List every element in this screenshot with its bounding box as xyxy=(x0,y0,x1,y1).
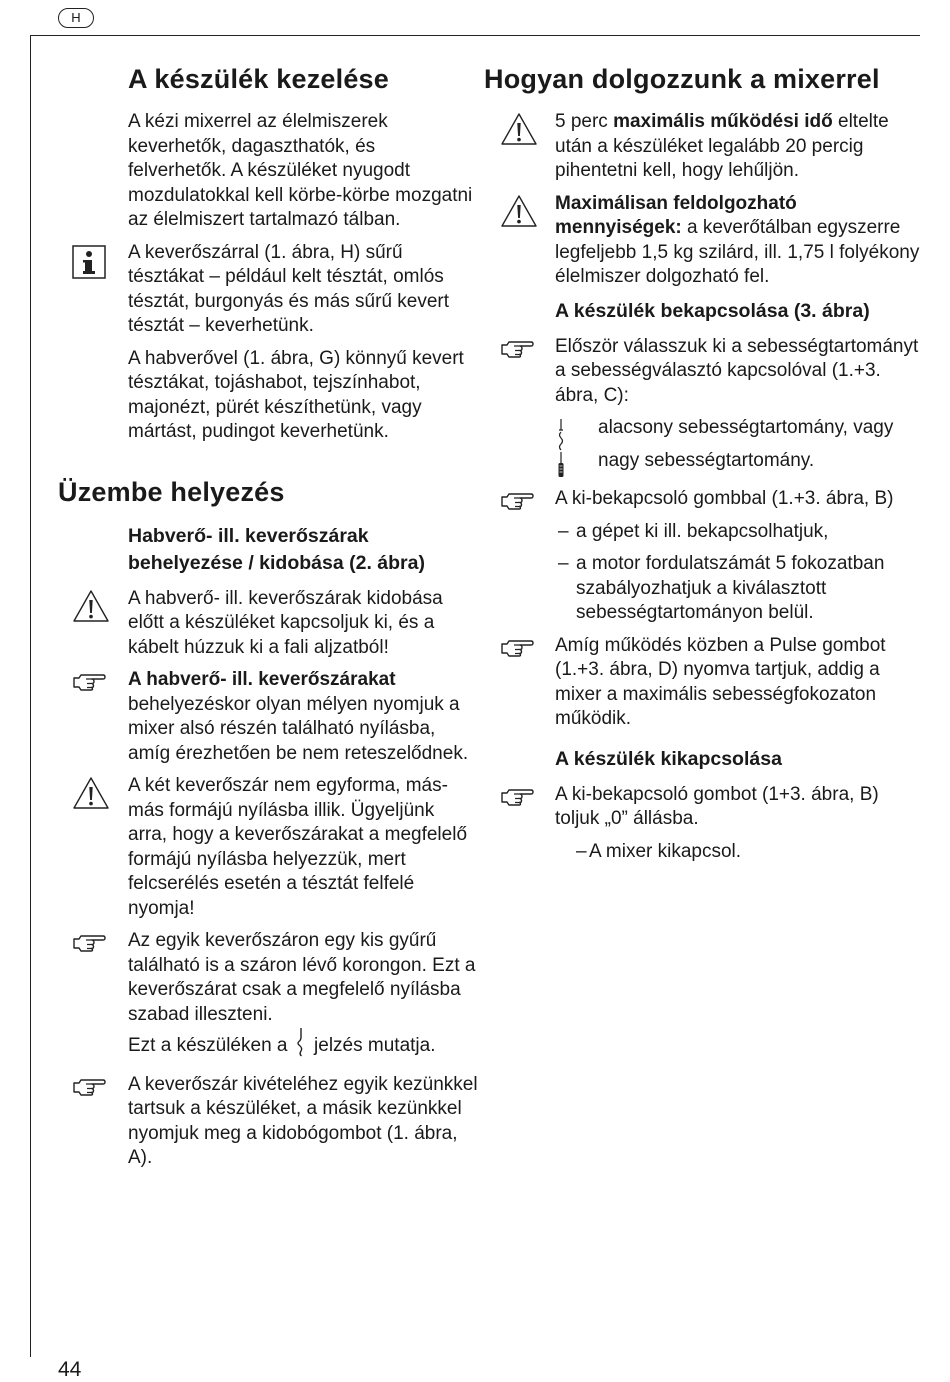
note-block-speed xyxy=(484,335,920,409)
info-paragraph-1: A keverőszárral (1. ábra, H) sűrű tésztákat – például kelt tésztát, omlós tésztát, burgonyás és más sűrű kevert tésztát – keverhetünk. xyxy=(128,241,450,336)
dash-item-1 xyxy=(555,520,920,545)
note-text-1-bold: A habverő- ill. keverőszárakat xyxy=(128,669,396,690)
warning-block-2 xyxy=(58,774,478,921)
off-result-row xyxy=(555,840,920,865)
note-block-1 xyxy=(58,668,478,766)
page-number: 44 xyxy=(58,1358,82,1381)
note-text-3: A keverőszár kivételéhez egyik kezünkkel tartsuk a készüléket, a másik kezünkkel nyomjuk meg a kidobógombot (1. ábra, A). xyxy=(128,1073,478,1168)
section-title-how-to-use: Hogyan dolgozzunk a mixerrel xyxy=(484,64,880,94)
warning-text-2: A két keverőszár nem egyforma, más-más formájú nyílásba illik. Ügyeljünk arra, hogy a keverőszárakat a megfelelő formájú nyílásba helyezzük, mert felcserélés esetén a tésztát felfelé nyomja! xyxy=(128,775,468,919)
warning-max-time-a: 5 perc xyxy=(555,111,608,132)
dash-item-2 xyxy=(555,552,920,626)
pointing-hand-icon xyxy=(72,1074,106,1096)
right-column xyxy=(484,62,920,872)
warning-max-quantity-rest: a keverőtálban egyszerre legfeljebb 1,5 kg szilárd, ill. 1,75 l folyékony élelmiszer dolgozható fel. xyxy=(555,217,920,287)
note-off-text: A ki-bekapcsoló gombot (1+3. ábra, B) toljuk „0” állásba. xyxy=(555,783,879,829)
info-icon xyxy=(72,245,106,279)
note-text-1-rest: behelyezéskor olyan mélyen nyomjuk a mixer alsó részén található nyílásba, amíg érezhetően be nem reteszelődnek. xyxy=(128,693,469,764)
top-rule xyxy=(30,35,920,36)
warning-max-quantity-bold: Maximálisan feldolgozható mennyiségek: xyxy=(555,192,797,238)
warning-max-time-text xyxy=(555,110,920,184)
note-block-off xyxy=(484,783,920,832)
language-badge: H xyxy=(58,8,94,28)
subsection-title-switch-off: A készülék kikapcsolása xyxy=(555,747,782,770)
note-pulse-text: Amíg működés közben a Pulse gombot (1.+3. ábra, D) nyomva tartjuk, addig a mixer a maximális sebességfokozaton működik. xyxy=(555,634,886,729)
warning-icon xyxy=(72,589,110,623)
warning-block-max-quantity xyxy=(484,192,920,290)
left-column xyxy=(58,62,478,1179)
section-title-operation: A készülék kezelése xyxy=(128,64,389,94)
high-speed-range-row xyxy=(555,449,920,474)
left-rule xyxy=(30,35,31,1357)
dash-marker: – xyxy=(558,553,569,574)
warning-max-quantity-text xyxy=(555,192,920,290)
high-speed-range-text: nagy sebességtartomány. xyxy=(598,449,815,471)
section-title-setup: Üzembe helyezés xyxy=(58,476,285,507)
warning-block-1 xyxy=(58,587,478,661)
note-text-1 xyxy=(128,668,478,766)
pointing-hand-icon xyxy=(72,930,106,952)
pointing-hand-icon xyxy=(72,669,106,691)
warning-text-1: A habverő- ill. keverőszárak kidobása előtt a készüléket kapcsoljuk ki, és a kábelt húzzuk ki a fali aljzatból! xyxy=(128,587,443,658)
note-speed-text: Először válasszuk ki a sebességtartományt a sebességválasztó kapcsolóval (1.+3. ábra, C): xyxy=(555,335,919,406)
note-block-pulse xyxy=(484,634,920,732)
pointing-hand-icon xyxy=(500,488,534,510)
warning-block-max-time xyxy=(484,110,920,184)
pointing-hand-icon xyxy=(500,784,534,806)
note-block-3 xyxy=(58,1073,478,1171)
warning-icon xyxy=(72,776,110,810)
intro-paragraph: A kézi mixerrel az élelmiszerek keverhetők, dagaszthatók, és felverhetők. A készüléket nyugodt mozdulatokkal kell körbe-körbe mozgatni az élelmiszert tartalmazó tálban. xyxy=(128,111,473,230)
low-speed-range-row xyxy=(555,416,920,441)
dough-hook-symbol-icon xyxy=(295,1027,307,1065)
high-speed-symbol-icon xyxy=(555,451,569,489)
dash-marker: – xyxy=(576,840,587,862)
warning-max-time-bold: maximális működési idő xyxy=(613,111,833,132)
warning-max-time-rest: eltelte után a készüléket legalább 20 percig pihentetni kell, hogy lehűljön. xyxy=(555,111,889,181)
note-switch-text: A ki-bekapcsoló gombbal (1.+3. ábra, B) xyxy=(555,488,894,509)
subsection-title-beaters: Habverő- ill. keverőszárak behelyezése / kidobása (2. ábra) xyxy=(128,524,425,574)
subsection-title-switch-on: A készülék bekapcsolása (3. ábra) xyxy=(555,299,870,322)
dash-item-1-text: a gépet ki ill. bekapcsolhatjuk, xyxy=(576,520,829,542)
info-block xyxy=(58,241,478,445)
dash-item-2-text: a motor fordulatszámát 5 fokozatban szabályozhatjuk a kiválasztott sebességtartományon belül. xyxy=(576,553,885,623)
off-result-text: A mixer kikapcsol. xyxy=(589,840,742,862)
dash-marker: – xyxy=(558,520,569,542)
info-paragraph-2: A habverővel (1. ábra, G) könnyű kevert tésztákat, tojáshabot, tejszínhabot, majonézt, pürét készíthetünk, vagy mártást, pudingot keverhetünk. xyxy=(128,347,464,442)
note-block-switch xyxy=(484,487,920,512)
note-text-2-line-a: Ezt a készüléken a xyxy=(128,1034,288,1056)
note-block-2 xyxy=(58,929,478,1065)
note-text-2-symbol-line xyxy=(128,1027,478,1065)
low-speed-range-text: alacsony sebességtartomány, vagy xyxy=(598,417,894,438)
note-text-2-line-b: jelzés mutatja. xyxy=(314,1034,436,1056)
note-text-2: Az egyik keverőszáron egy kis gyűrű található is a száron lévő korongon. Ezt a keverőszárat csak a megfelelő nyílásba szabad illeszteni. xyxy=(128,930,476,1025)
pointing-hand-icon xyxy=(500,336,534,358)
warning-icon xyxy=(500,194,538,228)
pointing-hand-icon xyxy=(500,635,534,657)
warning-icon xyxy=(500,112,538,146)
